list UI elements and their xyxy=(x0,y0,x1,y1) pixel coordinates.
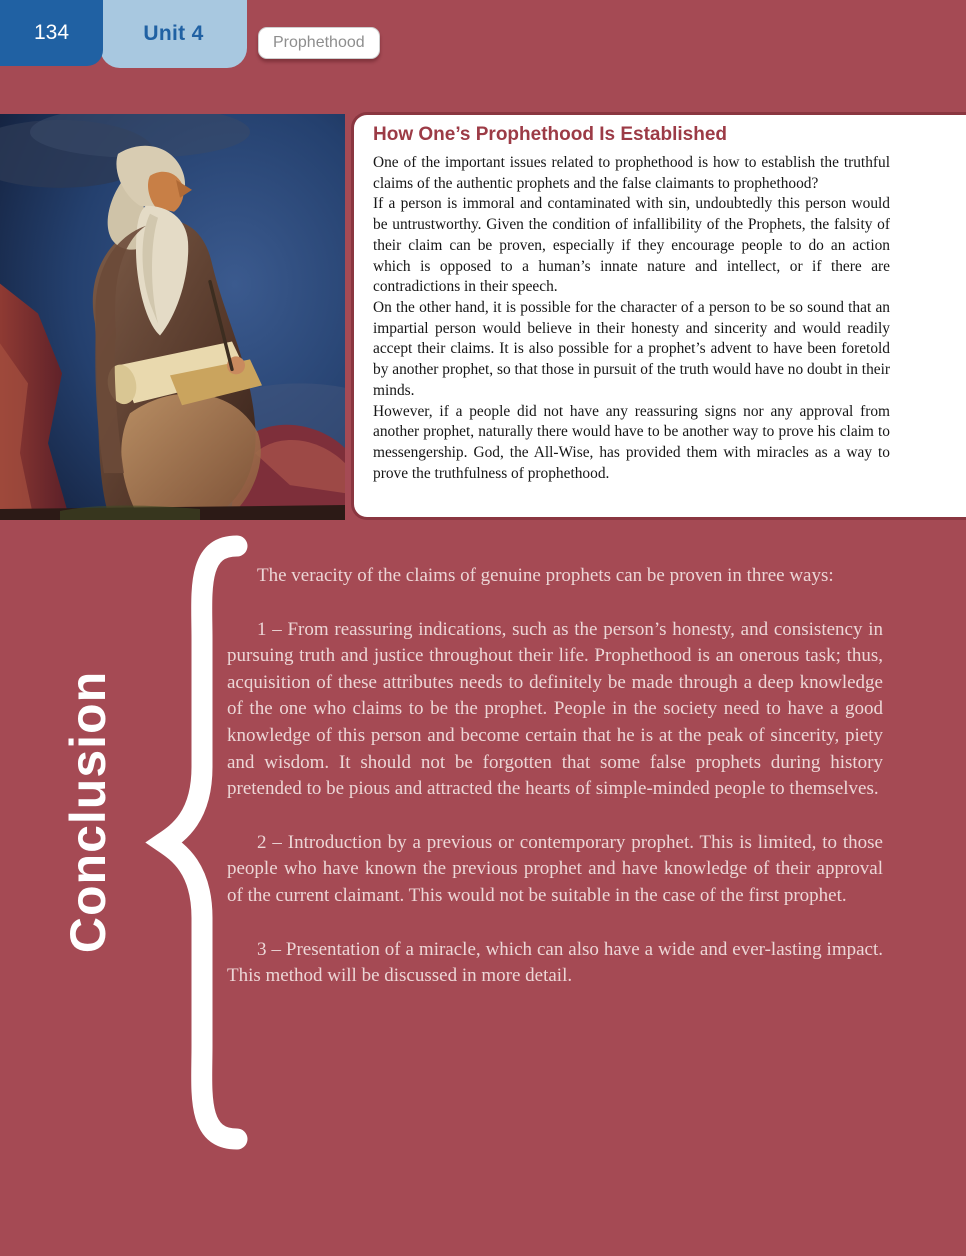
conclusion-intro: The veracity of the claims of genuine prophets can be proven in three ways: xyxy=(257,565,834,586)
article-paragraph: However, if a people did not have any reassuring signs nor any approval from another prophet, naturally there would have to be another way to prove his claim to messengership. God, the All-Wise, has provided them with miracles as a way to prove the truthfulness of prophethood. xyxy=(373,402,890,482)
conclusion-label: Conclusion xyxy=(60,670,116,954)
conclusion-body xyxy=(227,563,883,990)
topic-label: Prophethood xyxy=(273,34,365,51)
unit-tab xyxy=(100,0,247,68)
article-paragraph: On the other hand, it is possible for the character of a person to be so sound that an impartial person would believe in their honesty and sincerity and would readily accept their claims. It is also possible for a prophet’s advent to have been foretold by another prophet, so that those in pursuit of the truth would have no doubt in their minds. xyxy=(373,299,890,399)
conclusion-point: 3 – Presentation of a miracle, which can also have a wide and ever-lasting impact. This method will be discussed in more detail. xyxy=(227,938,883,987)
article-heading: How One’s Prophethood Is Established xyxy=(373,124,728,145)
topic-badge xyxy=(258,27,380,59)
prophet-illustration xyxy=(0,114,345,520)
prophet-illustration-art xyxy=(0,114,345,520)
article-paragraph: If a person is immoral and contaminated with sin, undoubtedly this person would be untrustworthy. Given the condition of infallibility of the Prophets, the falsity of their claim can be proven, especially if they encourage people to do an action which is opposed to a human’s innate nature and intellect, or if there are contradictions in their speech. xyxy=(373,195,890,296)
conclusion-point: 2 – Introduction by a previous or contemporary prophet. This is limited, to those people who have known the previous prophet and have knowledge of their approval of the current claimant. This would not be suitable in the case of the first prophet. xyxy=(227,831,883,906)
article-panel xyxy=(351,112,966,520)
page-number-tab xyxy=(0,0,103,66)
article-paragraph: One of the important issues related to prophethood is how to establish the truthful claims of the authentic prophets and the false claimants to prophethood? xyxy=(373,154,890,192)
conclusion-point: 1 – From reassuring indications, such as the person’s honesty, and consistency in pursuing truth and justice throughout their life. Prophethood is an onerous task; thus, acquisition of these attributes needs to definitely be made through a deep knowledge of the one who claims to be the prophet. People in the society need to have a good knowledge of this person and become certain that he is at the peak of sincerity, piety and wisdom. It should not be forgotten that some false prophets during history pretended to be pious and attracted the hearts of simple-minded people to themselves. xyxy=(227,618,883,800)
page-number: 134 xyxy=(33,21,70,44)
unit-label: Unit 4 xyxy=(143,22,204,45)
